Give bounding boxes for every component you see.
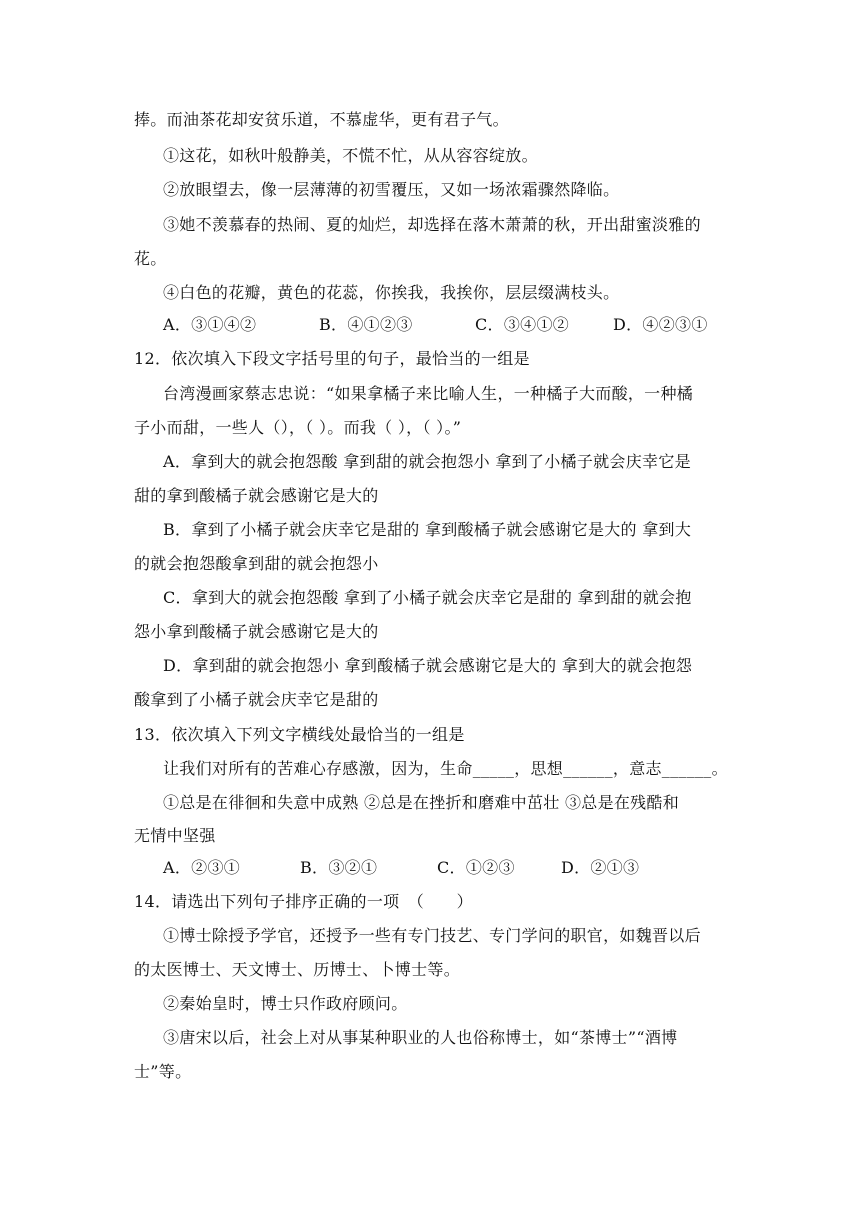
q12-option-a-line-1: A．拿到大的就会抱怨酸 拿到甜的就会抱怨小 拿到了小橘子就会庆幸它是 — [163, 452, 691, 471]
q13-option-c: C．①②③ — [437, 858, 515, 877]
q13-option-a: A．②③① — [163, 858, 241, 877]
q13-stem: 13．依次填入下列文字横线处最恰当的一组是 — [134, 725, 465, 744]
q14-stem: 14．请选出下列句子排序正确的一项 （ ） — [134, 892, 473, 911]
q14-sentence-1-line-1: ①博士除授予学官，还授予一些有专门技艺、专门学问的职官，如魏晋以后 — [163, 926, 701, 945]
q12-option-c-line-2: 怨小拿到酸橘子就会感谢它是大的 — [134, 622, 379, 641]
q11-option-b: B．④①②③ — [319, 315, 413, 334]
q13-items-line-1: ①总是在徘徊和失意中成熟 ②总是在挫折和磨难中茁壮 ③总是在残酷和 — [163, 793, 680, 812]
q12-option-d-line-2: 酸拿到了小橘子就会庆幸它是甜的 — [134, 690, 379, 709]
q12-option-d-line-1: D．拿到甜的就会抱怨小 拿到酸橘子就会感谢它是大的 拿到大的就会抱怨 — [163, 656, 693, 675]
q13-options — [163, 858, 639, 878]
q12-passage-line-1: 台湾漫画家蔡志忠说：“如果拿橘子来比喻人生，一种橘子大而酸，一种橘 — [163, 384, 694, 403]
q14-sentence-3-line-2: 士”等。 — [134, 1062, 192, 1081]
q13-option-d: D．②①③ — [561, 858, 640, 877]
q14-sentence-2: ②秦始皇时，博士只作政府顾问。 — [163, 994, 408, 1013]
q11-option-d: D．④②③① — [613, 315, 708, 334]
q12-passage-line-2: 子小而甜，一些人（），（ ）。而我（ ），（ ）。” — [134, 418, 462, 437]
q11-sentence-3-line-1: ③她不羡慕春的热闹、夏的灿烂，却选择在落木萧萧的秋，开出甜蜜淡雅的 — [163, 215, 701, 234]
q14-sentence-3-line-1: ③唐宋以后，社会上对从事某种职业的人也俗称博士，如“茶博士”“酒博 — [163, 1028, 678, 1047]
q13-passage: 让我们对所有的苦难心存感激，因为，生命_____，思想______，意志______。 — [163, 759, 728, 778]
q12-option-a-line-2: 甜的拿到酸橘子就会感谢它是大的 — [134, 486, 379, 505]
q12-stem: 12．依次填入下段文字括号里的句子，最恰当的一组是 — [134, 349, 530, 368]
q11-sentence-3-line-2: 花。 — [134, 249, 167, 268]
q13-items-line-2: 无情中坚强 — [134, 826, 216, 845]
q11-options — [163, 315, 708, 335]
q13-option-b: B．③②① — [300, 858, 378, 877]
q12-option-b-line-1: B．拿到了小橘子就会庆幸它是甜的 拿到酸橘子就会感谢它是大的 拿到大 — [163, 520, 692, 539]
q11-option-a: A．③①④② — [163, 315, 257, 334]
q11-sentence-4: ④白色的花瓣，黄色的花蕊，你挨我，我挨你，层层缀满枝头。 — [163, 283, 620, 302]
q11-sentence-1: ①这花，如秋叶般静美，不慌不忙，从从容容绽放。 — [163, 146, 538, 165]
q11-option-c: C．③④①② — [475, 315, 570, 334]
q14-sentence-1-line-2: 的太医博士、天文博士、历博士、卜博士等。 — [134, 960, 461, 979]
q12-option-b-line-2: 的就会抱怨酸拿到甜的就会抱怨小 — [134, 554, 379, 573]
q11-intro-tail: 捧。而油茶花却安贫乐道，不慕虚华，更有君子气。 — [134, 110, 509, 129]
q12-option-c-line-1: C．拿到大的就会抱怨酸 拿到了小橘子就会庆幸它是甜的 拿到甜的就会抱 — [163, 588, 692, 607]
q11-sentence-2: ②放眼望去，像一层薄薄的初雪覆压，又如一场浓霜骤然降临。 — [163, 180, 620, 199]
